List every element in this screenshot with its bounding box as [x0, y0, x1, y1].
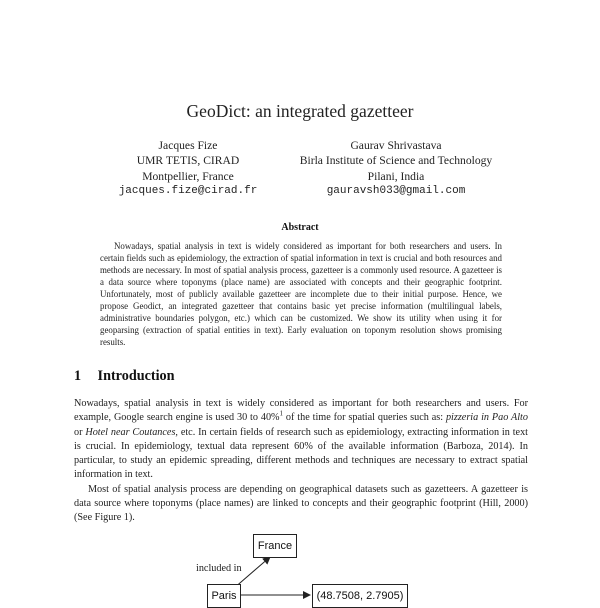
text-run: Nowadays, spatial analysis in text is widely considered as important for both researchers and users. For example, Google search engine is used 30 to 40% — [74, 398, 528, 424]
text-run: of the time for spatial queries such as: — [283, 412, 446, 424]
abstract-heading: Abstract — [281, 222, 319, 233]
example-query: Hotel near Coutances — [85, 426, 176, 438]
abstract-text: Nowadays, spatial analysis in text is widely considered as important for both researchers and users. In certain fields such as epidemiology, the extraction of spatial information in text is crucial and both resources and methods are necessary. In most of spatial analysis process, gazetteer is a commonly used resource. A gazetteer is a data source where toponyms (place name) are associated with concepts and their geographic footprint. Unfortunately, most of publicly available gazetteer are incomplete due to their initial purpose. Hence, we propose Geodict, an integrated gazetteer that contains basic yet precise information (multilingual labels, administrative boundaries polygon, etc.) which can be customized. We show its utility when using it for geoparsing (extraction of spatial entities in text). Early evaluation on toponym resolution shows promising results. — [100, 241, 502, 347]
text-run: or — [74, 426, 86, 438]
node-city: Paris — [207, 584, 241, 608]
author-name: Gaurav Shrivastava — [350, 139, 442, 152]
text-run: , etc. In certain fields of research such as epidemiology, extracting information in text is crucial. In epidemiology, textual data represent 60% of the available information (Barboza, 2014). In particular, to study an epidemic spreading, different methods and techniques are necessary to extract spatial information in text. — [74, 426, 528, 481]
author-affiliation: Birla Institute of Science and Technology — [299, 154, 493, 168]
author-email[interactable]: gauravsh033@gmail.com — [326, 185, 466, 198]
paper-title: GeoDict: an integrated gazetteer — [186, 101, 414, 121]
author-email[interactable]: jacques.fize@cirad.fr — [118, 185, 258, 198]
author-name: Jacques Fize — [158, 139, 218, 152]
node-coordinates: (48.7508, 2.7905) — [312, 584, 408, 608]
example-query: pizzeria in Pao Alto — [445, 412, 528, 424]
author-location: Pilani, India — [367, 169, 425, 183]
footnote-marker[interactable]: 1 — [279, 409, 284, 418]
edge-label: included in — [196, 563, 242, 574]
author-location: Montpellier, France — [142, 169, 234, 183]
author-affiliation: UMR TETIS, CIRAD — [136, 154, 240, 168]
section-title: Introduction — [97, 368, 175, 384]
node-country: France — [253, 534, 297, 558]
paragraph: Most of spatial analysis process are depending on geographical datasets such as gazetteers. A gazetteer is data source where toponyms (place names) are linked to concepts and their geographic footprint (Hill, 2000) (See Figure 1). — [74, 483, 528, 524]
section-number: 1 — [74, 368, 82, 384]
